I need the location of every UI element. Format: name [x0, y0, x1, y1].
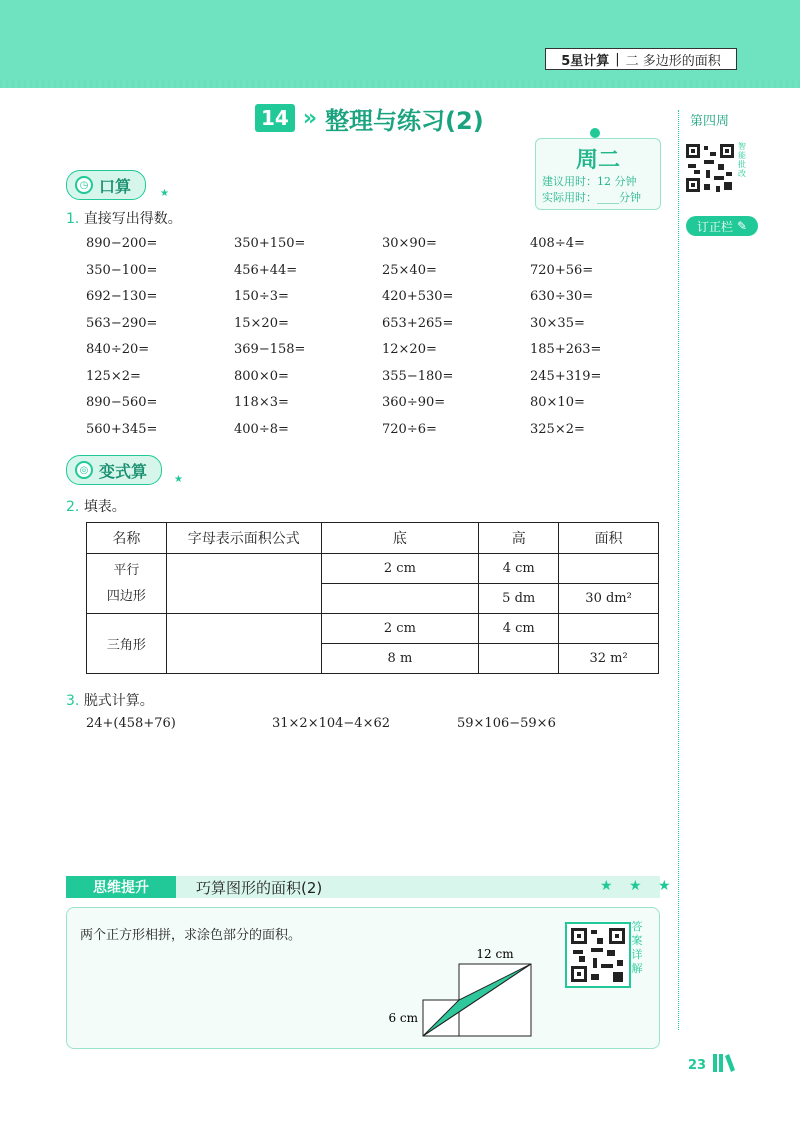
- correction-tag: [686, 216, 758, 236]
- math-problem: 125×2=: [86, 368, 141, 384]
- shape-name: 平行: [113, 562, 140, 578]
- thinking-tag: 思维提升: [66, 876, 176, 898]
- base-cell[interactable]: 8 m: [321, 644, 479, 674]
- qr-code-icon[interactable]: [684, 142, 736, 194]
- lesson-number: 14: [255, 104, 295, 132]
- expression: 24+(458+76): [86, 716, 176, 731]
- math-problem: 890−200=: [86, 236, 158, 251]
- math-problem: 360÷90=: [382, 395, 446, 410]
- books-icon: [712, 1052, 736, 1074]
- expression: 59×106−59×6: [457, 716, 556, 731]
- unit-label: 二 多边形的面积: [625, 53, 721, 69]
- base-cell[interactable]: 2 cm: [321, 554, 479, 584]
- shape-name: 三角形: [106, 638, 146, 653]
- math-problem: 350−100=: [86, 262, 158, 278]
- formula-cell[interactable]: [166, 614, 321, 674]
- brand-label: 5星计算: [561, 53, 610, 69]
- question-number: 2.: [66, 499, 80, 515]
- header-area: 面积: [559, 523, 659, 554]
- area-cell[interactable]: 30 dm²: [559, 584, 659, 614]
- math-problem: 653+265=: [382, 315, 454, 331]
- shape-name-cell: [87, 614, 167, 674]
- question-2: [66, 496, 126, 516]
- math-problem: 12×20=: [382, 342, 437, 357]
- math-problem: 560+345=: [86, 421, 158, 437]
- header-breadcrumb: [545, 48, 737, 70]
- math-problem: 30×35=: [530, 315, 585, 331]
- math-problem: 245+319=: [530, 368, 602, 384]
- squares-figure: [380, 940, 540, 1045]
- math-problem: 118×3=: [234, 395, 289, 410]
- hanger-icon: [590, 128, 600, 138]
- section-mental-math: [66, 170, 146, 200]
- math-problem: 400÷8=: [234, 421, 289, 437]
- header-formula: 字母表示面积公式: [166, 523, 321, 554]
- header-band: [0, 0, 800, 88]
- math-problem: 800×0=: [234, 368, 289, 384]
- correction-label: 订正栏: [696, 219, 733, 234]
- height-cell[interactable]: 4 cm: [479, 614, 559, 644]
- base-cell[interactable]: [321, 584, 479, 614]
- shape-name: 四边形: [106, 588, 146, 604]
- math-problem: 840÷20=: [86, 342, 150, 357]
- section-title: 口算: [99, 176, 132, 196]
- shape-name-cell: [87, 554, 167, 614]
- math-problem: 563−290=: [86, 315, 158, 331]
- pencil-icon: ✎: [736, 219, 748, 233]
- math-problem: 692−130=: [86, 289, 158, 304]
- area-cell[interactable]: [559, 554, 659, 584]
- week-day: 周二: [575, 148, 620, 173]
- large-square-label: 12 cm: [476, 947, 514, 961]
- formula-cell[interactable]: [166, 554, 321, 614]
- height-cell[interactable]: [479, 644, 559, 674]
- math-problem: 30×90=: [382, 236, 437, 251]
- math-problem: 456+44=: [234, 262, 298, 278]
- answer-qr-icon[interactable]: [565, 922, 631, 988]
- table-row: [87, 614, 659, 644]
- math-problem: 408÷4=: [530, 236, 585, 251]
- math-problem: 630÷30=: [530, 289, 594, 304]
- lesson-title: [255, 102, 484, 134]
- fill-table: [86, 522, 659, 674]
- side-week-label: 第四周: [690, 114, 730, 129]
- math-problem: 80×10=: [530, 395, 585, 410]
- section-variation: [66, 455, 162, 485]
- thinking-title: 巧算图形的面积(2): [196, 878, 323, 897]
- target-icon: ◎: [75, 461, 93, 479]
- area-cell[interactable]: [559, 614, 659, 644]
- suggested-time: 建议用时：12 分钟: [542, 175, 637, 188]
- week-card: [535, 138, 661, 210]
- actual-time: 实际用时：____分钟: [542, 191, 641, 204]
- thinking-question: 两个正方形相拼，求涂色部分的面积。: [80, 928, 302, 943]
- lesson-title-text: 整理与练习(2): [325, 106, 484, 135]
- question-number: 1.: [66, 211, 80, 227]
- area-cell[interactable]: 32 m²: [559, 644, 659, 674]
- math-problem: 15×20=: [234, 315, 289, 331]
- qr-label: 智能批改: [738, 142, 746, 178]
- math-problem: 325×2=: [530, 421, 585, 437]
- answer-label: 答案详解: [631, 920, 643, 975]
- question-3: [66, 690, 154, 710]
- height-cell[interactable]: 5 dm: [479, 584, 559, 614]
- difficulty-stars: ★ ★ ★: [600, 878, 677, 894]
- page-number: 23: [688, 1058, 707, 1073]
- side-divider: [678, 110, 679, 1030]
- height-cell[interactable]: 4 cm: [479, 554, 559, 584]
- expression: 31×2×104−4×62: [272, 716, 391, 731]
- math-problem: 420+530=: [382, 289, 454, 304]
- breadcrumb-separator: |: [615, 51, 620, 67]
- question-text: 填表。: [83, 499, 126, 515]
- small-square-label: 6 cm: [388, 1011, 418, 1025]
- header-base: 底: [321, 523, 479, 554]
- math-problem: 185+263=: [530, 342, 602, 357]
- header-name: 名称: [87, 523, 167, 554]
- math-problem: 150÷3=: [234, 289, 289, 304]
- math-problem: 369−158=: [234, 342, 306, 357]
- star-icon: ★: [160, 188, 169, 199]
- star-icon: ★: [174, 474, 183, 485]
- math-problem: 890−560=: [86, 395, 158, 410]
- question-number: 3.: [66, 693, 80, 709]
- math-problem: 720÷6=: [382, 421, 437, 437]
- math-problem: 25×40=: [382, 262, 437, 278]
- base-cell[interactable]: 2 cm: [321, 614, 479, 644]
- question-text: 直接写出得数。: [83, 211, 182, 227]
- math-problem: 350+150=: [234, 236, 306, 251]
- section-title: 变式算: [99, 461, 148, 481]
- question-text: 脱式计算。: [83, 693, 154, 709]
- math-problem: 355−180=: [382, 368, 454, 384]
- math-problem: 720+56=: [530, 262, 594, 278]
- chevron-right-icon: »: [302, 105, 318, 131]
- table-header-row: [87, 523, 659, 554]
- question-1: [66, 208, 182, 228]
- table-row: [87, 554, 659, 584]
- header-height: 高: [479, 523, 559, 554]
- stopwatch-icon: ◷: [75, 176, 93, 194]
